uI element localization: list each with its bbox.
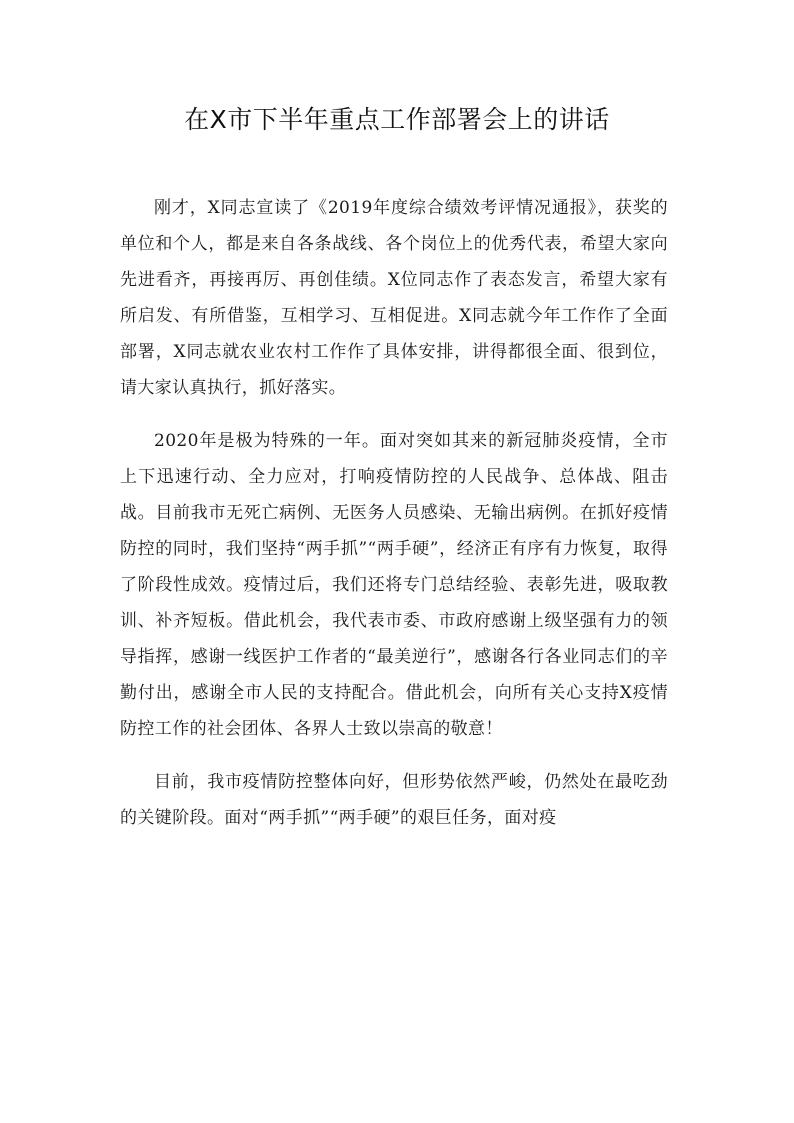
paragraph-3: 目前，我市疫情防控整体向好，但形势依然严峻，仍然处在最吃劲的关键阶段。面对“两手抓”“两手硬”的艰巨任务，面对疫 — [120, 772, 668, 828]
paragraph-2: 2020年是极为特殊的一年。面对突如其来的新冠肺炎疫情，全市上下迅速行动、全力应对，打响疫情防控的人民战争、总体战、阻击战。目前我市无死亡病例、无医务人员感染、无输出病例。在抓好疫情防控的同时，我们坚持“两手抓”“两手硬”，经济正有序有力恢复，取得了阶段性成效。疫情过后，我们还将专门总结经验、表彰先进，吸取教训、补齐短板。借此机会，我代表市委、市政府感谢上级坚强有力的领导指挥，感谢一线医护工作者的“最美逆行”，感谢各行各业同志们的辛勤付出，感谢全市人民的支持配合。借此机会，向所有关心支持X疫情防控工作的社会团体、各界人士致以崇高的敬意！ — [120, 431, 668, 739]
document-body — [120, 190, 668, 853]
paragraph-1: 刚才，X同志宣读了《2019年度综合绩效考评情况通报》，获奖的单位和个人，都是来自各条战线、各个岗位上的优秀代表，希望大家向先进看齐，再接再厉、再创佳绩。X位同志作了表态发言，希望大家有所启发、有所借鉴，互相学习、互相促进。X同志就今年工作作了全面部署，X同志就农业农村工作作了具体安排，讲得都很全面、很到位，请大家认真执行，抓好落实。 — [120, 198, 668, 398]
document-title: 在X市下半年重点工作部署会上的讲话 — [184, 105, 610, 134]
